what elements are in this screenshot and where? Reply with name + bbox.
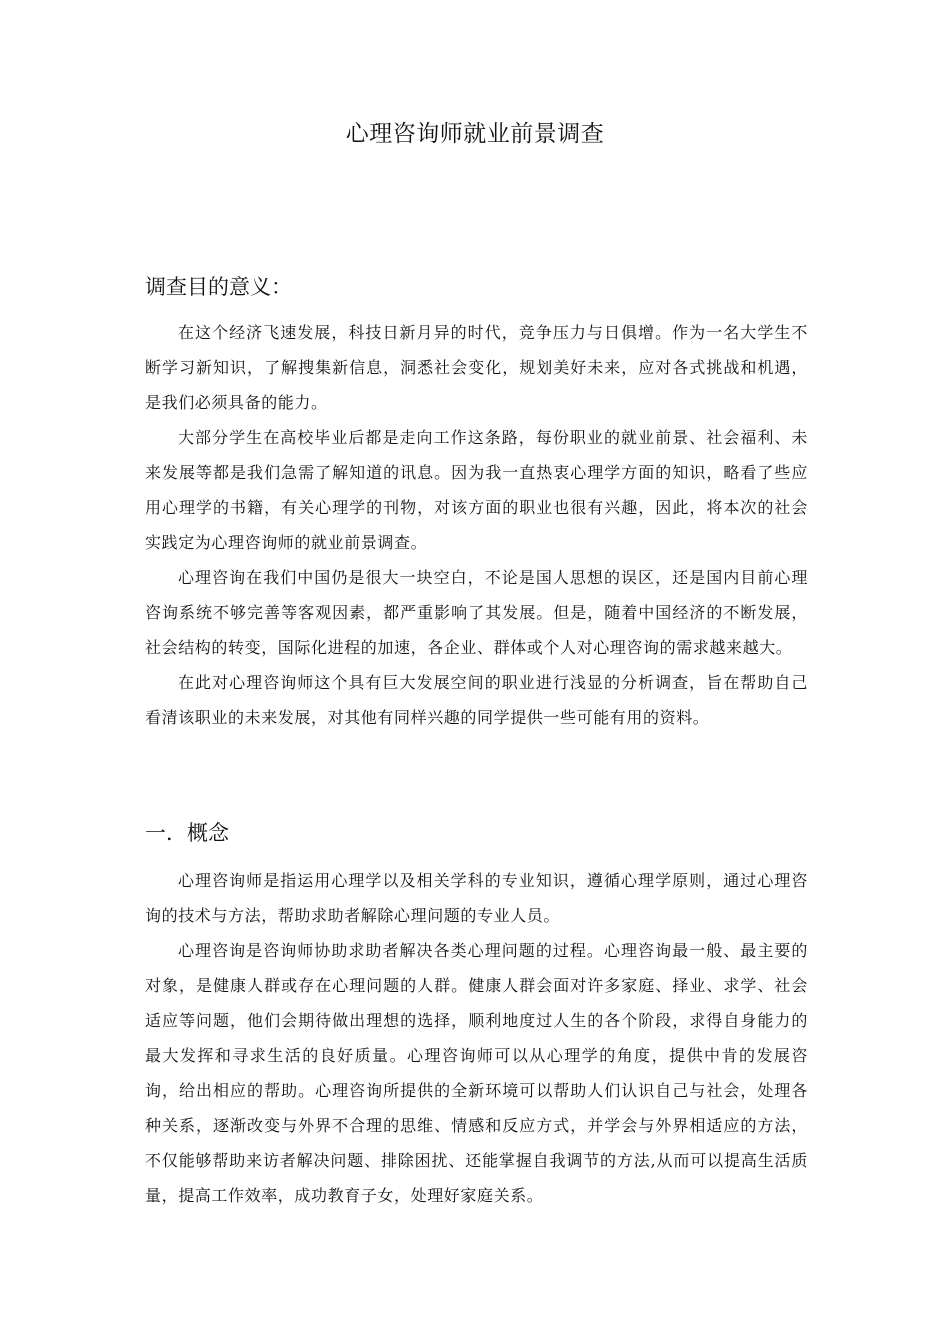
paragraph: 大部分学生在高校毕业后都是走向工作这条路，每份职业的就业前景、社会福利、未来发展等都是我们急需了解知道的讯息。因为我一直热衷心理学方面的知识，略看了些应用心理学的书籍，有关心理学的刊物，对该方面的职业也很有兴趣，因此，将本次的社会实践定为心理咨询师的就业前景调查。 bbox=[145, 428, 808, 552]
paragraph: 在这个经济飞速发展，科技日新月异的时代，竞争压力与日俱增。作为一名大学生不断学习新知识，了解搜集新信息，洞悉社会变化，规划美好未来，应对各式挑战和机遇，是我们必须具备的能力。 bbox=[145, 323, 808, 412]
section-heading-purpose: 调查目的意义： bbox=[145, 275, 292, 299]
section-body-purpose bbox=[145, 315, 808, 735]
document-title: 心理咨询师就业前景调查 bbox=[345, 121, 605, 147]
section-heading-concept: 一．概念 bbox=[145, 821, 229, 845]
paragraph: 心理咨询是咨询师协助求助者解决各类心理问题的过程。心理咨询最一般、最主要的对象，是健康人群或存在心理问题的人群。健康人群会面对许多家庭、择业、求学、社会适应等问题，他们会期待做出理想的选择，顺利地度过人生的各个阶段，求得自身能力的最大发挥和寻求生活的良好质量。心理咨询师可以从心理学的角度，提供中肯的发展咨询，给出相应的帮助。心理咨询所提供的全新环境可以帮助人们认识自己与社会，处理各种关系，逐渐改变与外界不合理的思维、情感和反应方式，并学会与外界相适应的方法，不仅能够帮助来访者解决问题、排除困扰、还能掌握自我调节的方法,从而可以提高生活质量，提高工作效率，成功教育子女，处理好家庭关系。 bbox=[145, 941, 808, 1205]
paragraph: 心理咨询在我们中国仍是很大一块空白，不论是国人思想的误区，还是国内目前心理咨询系统不够完善等客观因素，都严重影响了其发展。但是，随着中国经济的不断发展，社会结构的转变，国际化进程的加速，各企业、群体或个人对心理咨询的需求越来越大。 bbox=[145, 568, 808, 657]
section-body-concept bbox=[145, 863, 808, 1213]
paragraph: 心理咨询师是指运用心理学以及相关学科的专业知识，遵循心理学原则，通过心理咨询的技术与方法，帮助求助者解除心理问题的专业人员。 bbox=[145, 871, 808, 925]
paragraph: 在此对心理咨询师这个具有巨大发展空间的职业进行浅显的分析调查，旨在帮助自己看清该职业的未来发展，对其他有同样兴趣的同学提供一些可能有用的资料。 bbox=[145, 673, 808, 727]
